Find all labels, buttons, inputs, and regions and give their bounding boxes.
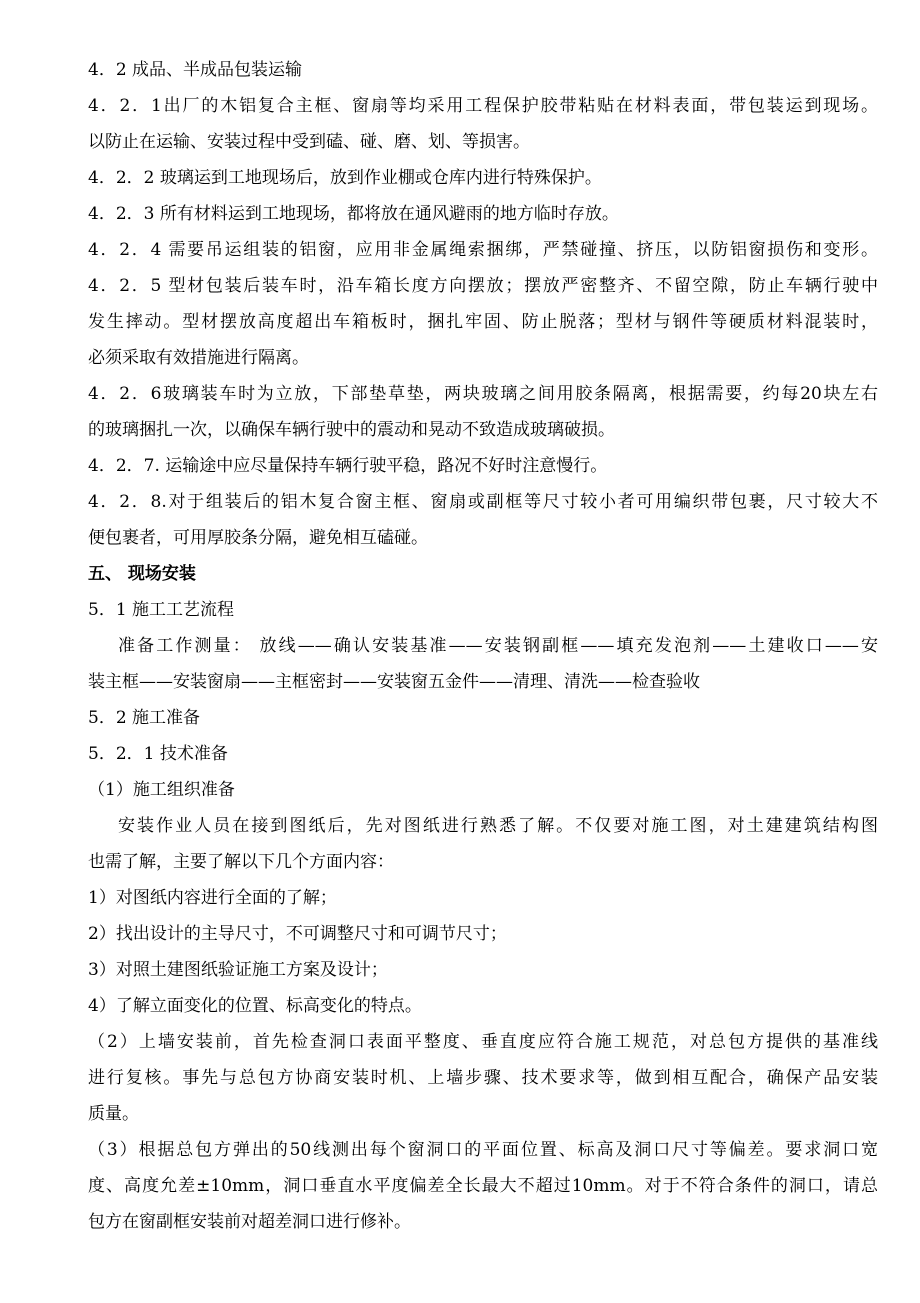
list-item-1: 1）对图纸内容进行全面的了解； — [88, 888, 337, 908]
paragraph-item-3-line-1: （3）根据总包方弹出的50线测出每个窗洞口的平面位置、标高及洞口尺寸等偏差。要求洞口宽 — [88, 1140, 878, 1160]
section-heading-5-1: 5．1 施工工艺流程 — [88, 600, 235, 620]
paragraph-4-2-5-line-2: 发生摔动。型材摆放高度超出车箱板时，捆扎牢固、防止脱落；型材与钢件等硬质材料混装时， — [88, 312, 878, 332]
paragraph-prep-line-2: 也需了解，主要了解以下几个方面内容： — [88, 852, 394, 872]
section-heading-5-2: 5．2 施工准备 — [88, 708, 201, 728]
item-heading-1: （1）施工组织准备 — [88, 780, 235, 800]
paragraph-4-2-6-line-2: 的玻璃捆扎一次，以确保车辆行驶中的震动和晃动不致造成玻璃破损。 — [88, 420, 615, 440]
paragraph-4-2-2: 4．2．2 玻璃运到工地现场后，放到作业棚或仓库内进行特殊保护。 — [88, 168, 602, 188]
paragraph-4-2-8-line-2: 便包裹者，可用厚胶条分隔，避免相互磕碰。 — [88, 528, 428, 548]
document-page — [88, 52, 878, 1240]
paragraph-4-2-1-line-1: 4．2．1出厂的木铝复合主框、窗扇等均采用工程保护胶带粘贴在材料表面，带包装运到现场。 — [88, 96, 878, 116]
paragraph-4-2-4: 4．2．4 需要吊运组装的铝窗，应用非金属绳索捆绑，严禁碰撞、挤压，以防铝窗损伤和变形。 — [88, 240, 878, 260]
paragraph-4-2-6-line-1: 4．2．6玻璃装车时为立放，下部垫草垫，两块玻璃之间用胶条隔离，根据需要，约每20块左右 — [88, 384, 878, 404]
paragraph-4-2-5-line-3: 必须采取有效措施进行隔离。 — [88, 348, 309, 368]
paragraph-prep-line-1: 安装作业人员在接到图纸后，先对图纸进行熟悉了解。不仅要对施工图，对土建建筑结构图 — [118, 816, 878, 836]
paragraph-item-2-line-1: （2）上墙安装前，首先检查洞口表面平整度、垂直度应符合施工规范，对总包方提供的基准线 — [88, 1032, 878, 1052]
paragraph-4-2-3: 4．2．3 所有材料运到工地现场，都将放在通风避雨的地方临时存放。 — [88, 204, 619, 224]
paragraph-item-3-line-2: 度、高度允差±10mm，洞口垂直水平度偏差全长最大不超过10mm。对于不符合条件的洞口，请总 — [88, 1176, 878, 1196]
paragraph-item-2-line-3: 质量。 — [88, 1104, 139, 1124]
section-heading-5-2-1: 5．2．1 技术准备 — [88, 744, 228, 764]
paragraph-item-2-line-2: 进行复核。事先与总包方协商安装时机、上墙步骤、技术要求等，做到相互配合，确保产品安装 — [88, 1068, 878, 1088]
process-flow-line-1: 准备工作测量： 放线——确认安装基准——安装钢副框——填充发泡剂——土建收口——安 — [118, 636, 878, 656]
paragraph-4-2-1-line-2: 以防止在运输、安装过程中受到磕、碰、磨、划、等损害。 — [88, 132, 530, 152]
section-heading-4-2: 4．2 成品、半成品包装运输 — [88, 60, 303, 80]
chapter-heading-5: 五、 现场安装 — [88, 564, 196, 584]
paragraph-4-2-5-line-1: 4．2．5 型材包装后装车时，沿车箱长度方向摆放；摆放严密整齐、不留空隙，防止车辆行驶中 — [88, 276, 878, 296]
paragraph-4-2-7: 4．2．7. 运输途中应尽量保持车辆行驶平稳，路况不好时注意慢行。 — [88, 456, 608, 476]
paragraph-item-3-line-3: 包方在窗副框安装前对超差洞口进行修补。 — [88, 1212, 411, 1232]
paragraph-4-2-8-line-1: 4．2．8.对于组装后的铝木复合窗主框、窗扇或副框等尺寸较小者可用编织带包裹，尺寸较大不 — [88, 492, 878, 512]
list-item-4: 4）了解立面变化的位置、标高变化的特点。 — [88, 996, 422, 1016]
list-item-2: 2）找出设计的主导尺寸，不可调整尺寸和可调节尺寸； — [88, 924, 507, 944]
process-flow-line-2: 装主框——安装窗扇——主框密封——安装窗五金件——清理、清洗——检查验收 — [88, 672, 700, 692]
list-item-3: 3）对照土建图纸验证施工方案及设计； — [88, 960, 388, 980]
